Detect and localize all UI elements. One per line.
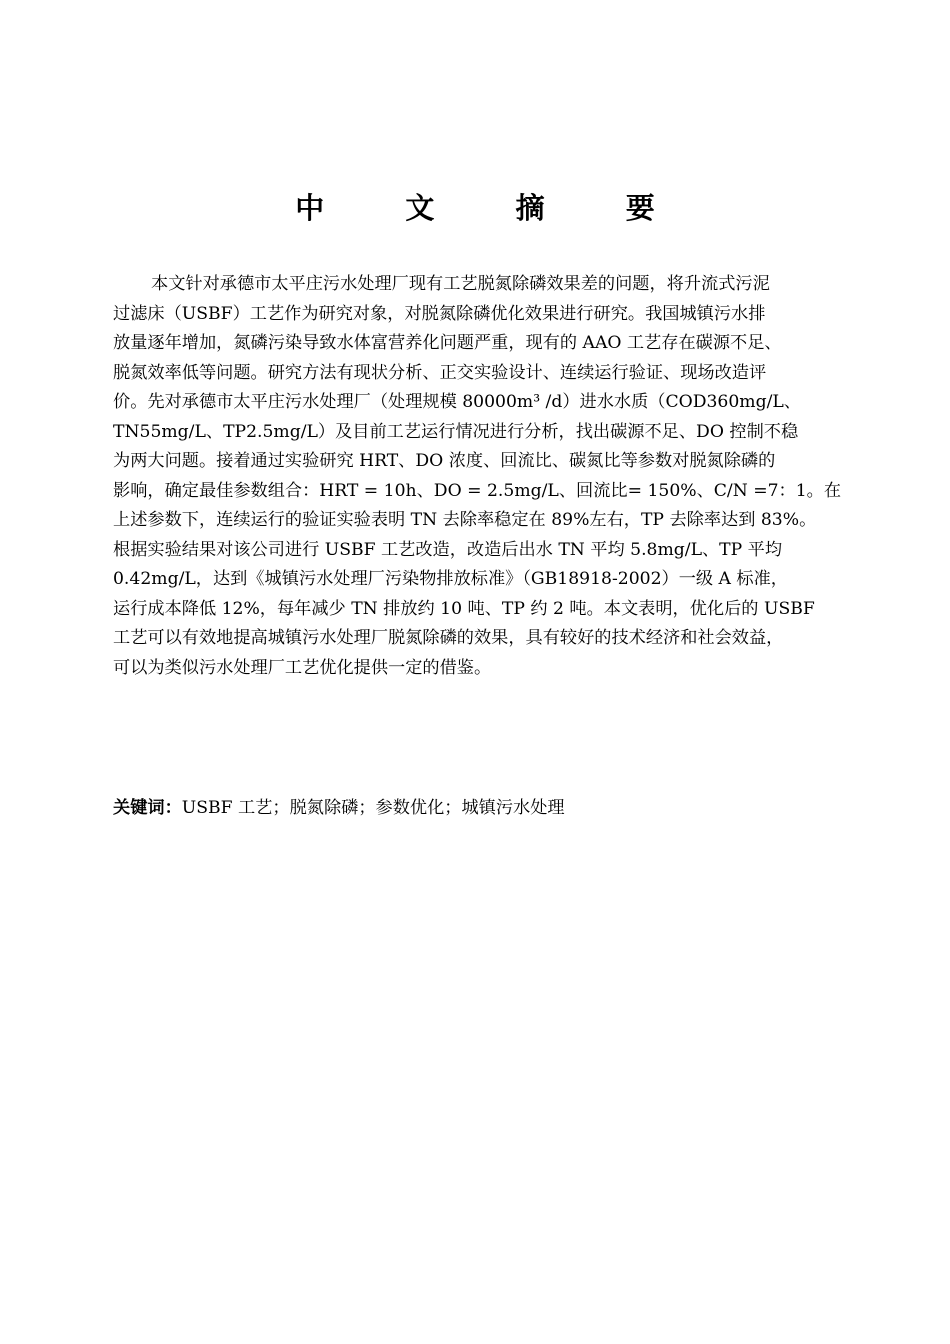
abstract-line: 脱氮效率低等问题。研究方法有现状分析、正交实验设计、连续运行验证、现场改造评	[113, 362, 767, 383]
keywords-label: 关键词：	[113, 798, 182, 818]
keywords-line	[113, 794, 565, 824]
abstract-line: 为两大问题。接着通过实验研究 HRT、DO 浓度、回流比、碳氮比等参数对脱氮除磷的	[113, 451, 776, 471]
abstract-line: 0.42mg/L，达到《城镇污水处理厂污染物排放标准》（GB18918-2002）一级 A 标准，	[113, 569, 788, 589]
abstract-line: 本文针对承德市太平庄污水处理厂现有工艺脱氮除磷效果差的问题，将升流式污泥	[151, 274, 770, 294]
abstract-line: 影响，确定最佳参数组合：HRT = 10h、DO = 2.5mg/L、回流比= 150%、C/N =7：1。在	[113, 480, 842, 501]
abstract-line: 价。先对承德市太平庄污水处理厂（处理规模 80000m³ /d）进水水质（COD360mg/L、	[113, 392, 801, 412]
abstract-line: 上述参数下，连续运行的验证实验表明 TN 去除率稳定在 89%左右，TP 去除率达到 83%。	[113, 510, 817, 530]
abstract-line: 放量逐年增加，氮磷污染导致水体富营养化问题严重，现有的 AAO 工艺存在碳源不足、	[113, 333, 782, 353]
abstract-body	[113, 270, 851, 683]
abstract-line: 可以为类似污水处理厂工艺优化提供一定的借鉴。	[113, 657, 492, 678]
abstract-line: TN55mg/L、TP2.5mg/L）及目前工艺运行情况进行分析，找出碳源不足、DO 控制不稳	[113, 421, 799, 442]
keywords-text: USBF 工艺；脱氮除磷；参数优化；城镇污水处理	[181, 798, 565, 818]
abstract-line: 运行成本降低 12%，每年减少 TN 排放约 10 吨、TP 约 2 吨。本文表明，优化后的 USBF	[113, 598, 815, 619]
abstract-line: 过滤床（USBF）工艺作为研究对象，对脱氮除磷优化效果进行研究。我国城镇污水排	[113, 303, 766, 324]
abstract-line: 工艺可以有效地提高城镇污水处理厂脱氮除磷的效果，具有较好的技术经济和社会效益，	[113, 628, 784, 648]
page-title: 中 文 摘 要	[295, 191, 681, 225]
abstract-line: 根据实验结果对该公司进行 USBF 工艺改造，改造后出水 TN 平均 5.8mg/L、TP 平均	[113, 539, 783, 560]
